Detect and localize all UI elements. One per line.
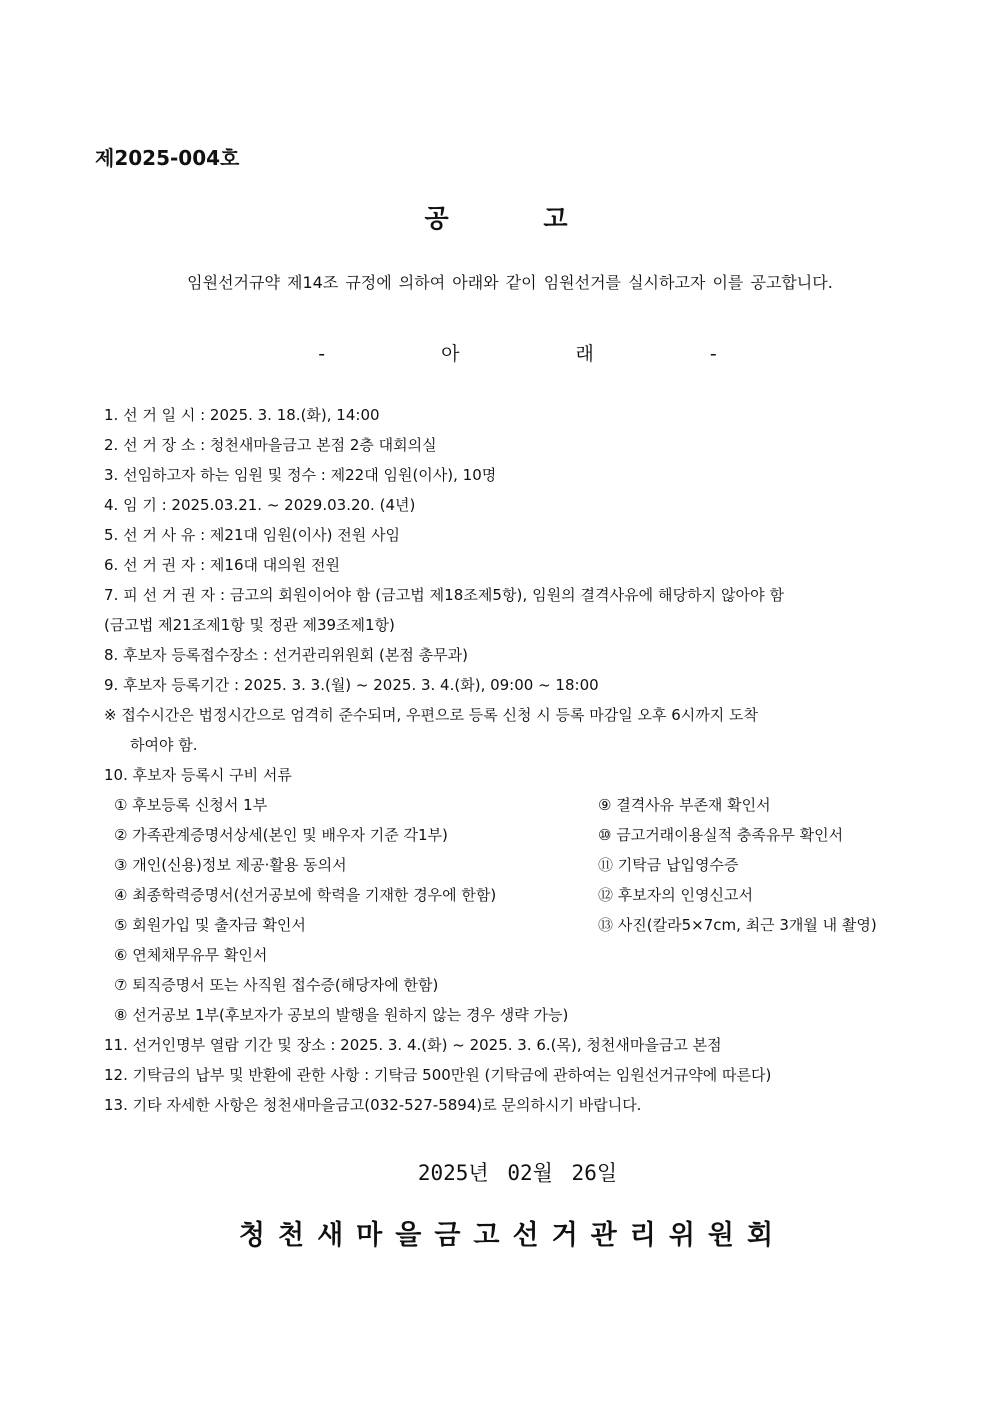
document-row [104,1003,954,1033]
document-entry [598,1003,954,1033]
notice-items [104,403,954,1123]
item-deposit: 12. 기탁금의 납부 및 반환에 관한 사항 : 기탁금 500만원 (기탁금에 관하여는 임원선거규약에 따른다) [104,1066,772,1084]
document-row [104,883,954,913]
document-entry [598,943,954,973]
item-election-reason: 5. 선 거 사 유 : 제21대 임원(이사) 전원 사임 [104,526,400,544]
registration-note-continued: 하여야 함. [130,736,198,754]
document-row [104,823,954,853]
document-row [104,943,954,973]
document-row [104,853,954,883]
item-registration-period: 9. 후보자 등록기간 : 2025. 3. 3.(월) ~ 2025. 3. 4.(화), 09:00 ~ 18:00 [104,676,599,694]
document-entry: ⑤ 회원가입 및 출자금 확인서 [114,916,306,934]
document-entry: ④ 최종학력증명서(선거공보에 학력을 기재한 경우에 한함) [114,886,497,904]
document-row [104,973,954,1003]
document-entry [598,973,954,1003]
document-entry: ③ 개인(신용)정보 제공·활용 동의서 [114,856,347,874]
document-entry: ② 가족관계증명서상세(본인 및 배우자 기준 각1부) [114,826,448,844]
item-registration-place: 8. 후보자 등록접수장소 : 선거관리위원회 (본점 총무과) [104,646,468,664]
item-eligibility: 7. 피 선 거 권 자 : 금고의 회원이어야 함 (금고법 제18조제5항), 임원의 결격사유에 해당하지 않아야 함 [104,586,784,604]
document-entry: ⑦ 퇴직증명서 또는 사직원 접수증(해당자에 한함) [114,976,439,994]
document-entry: ⑪ 기탁금 납입영수증 [598,856,739,874]
document-entry: ① 후보등록 신청서 1부 [114,796,268,814]
item-contact: 13. 기타 자세한 사항은 청천새마을금고(032-527-5894)로 문의하시기 바랍니다. [104,1096,642,1114]
note-heading: - 아 래 - [318,343,717,365]
item-voter-list-inspection: 11. 선거인명부 열람 기간 및 장소 : 2025. 3. 4.(화) ~ 2025. 3. 6.(목), 청천새마을금고 본점 [104,1036,722,1054]
item-officers-quota: 3. 선임하고자 하는 임원 및 정수 : 제22대 임원(이사), 10명 [104,466,497,484]
document-title: 공 고 [424,204,568,233]
item-term: 4. 임 기 : 2025.03.21. ~ 2029.03.20. (4년) [104,496,416,514]
item-required-documents: 10. 후보자 등록시 구비 서류 [104,766,292,784]
document-entry: ⑥ 연체채무유무 확인서 [114,946,268,964]
item-eligibility-continued: (금고법 제21조제1항 및 정관 제39조제1항) [104,616,395,634]
document-entry: ⑩ 금고거래이용실적 충족유무 확인서 [598,826,844,844]
registration-note: ※ 접수시간은 법정시간으로 엄격히 준수되며, 우편으로 등록 신청 시 등록 마감일 오후 6시까지 도착 [104,706,758,724]
notice-date: 2025년 02월 26일 [417,1161,618,1185]
issuer-name: 청천새마을금고선거관리위원회 [238,1220,787,1251]
document-row [104,913,954,943]
document-entry: ⑧ 선거공보 1부(후보자가 공보의 발행을 원하지 않는 경우 생략 가능) [114,1006,569,1024]
intro-paragraph: 임원선거규약 제14조 규정에 의하여 아래와 같이 임원선거를 실시하고자 이를 공고합니다. [187,273,833,292]
document-entry: ⑫ 후보자의 인영신고서 [598,886,753,904]
document-row [104,793,954,823]
item-voters: 6. 선 거 권 자 : 제16대 대의원 전원 [104,556,340,574]
item-election-venue: 2. 선 거 장 소 : 청천새마을금고 본점 2층 대회의실 [104,436,437,454]
document-number: 제2025-004호 [95,146,240,170]
document-entry: ⑬ 사진(칼라5×7cm, 최근 3개월 내 촬영) [598,916,877,934]
document-entry: ⑨ 결격사유 부존재 확인서 [598,796,771,814]
item-election-datetime: 1. 선 거 일 시 : 2025. 3. 18.(화), 14:00 [104,406,380,424]
